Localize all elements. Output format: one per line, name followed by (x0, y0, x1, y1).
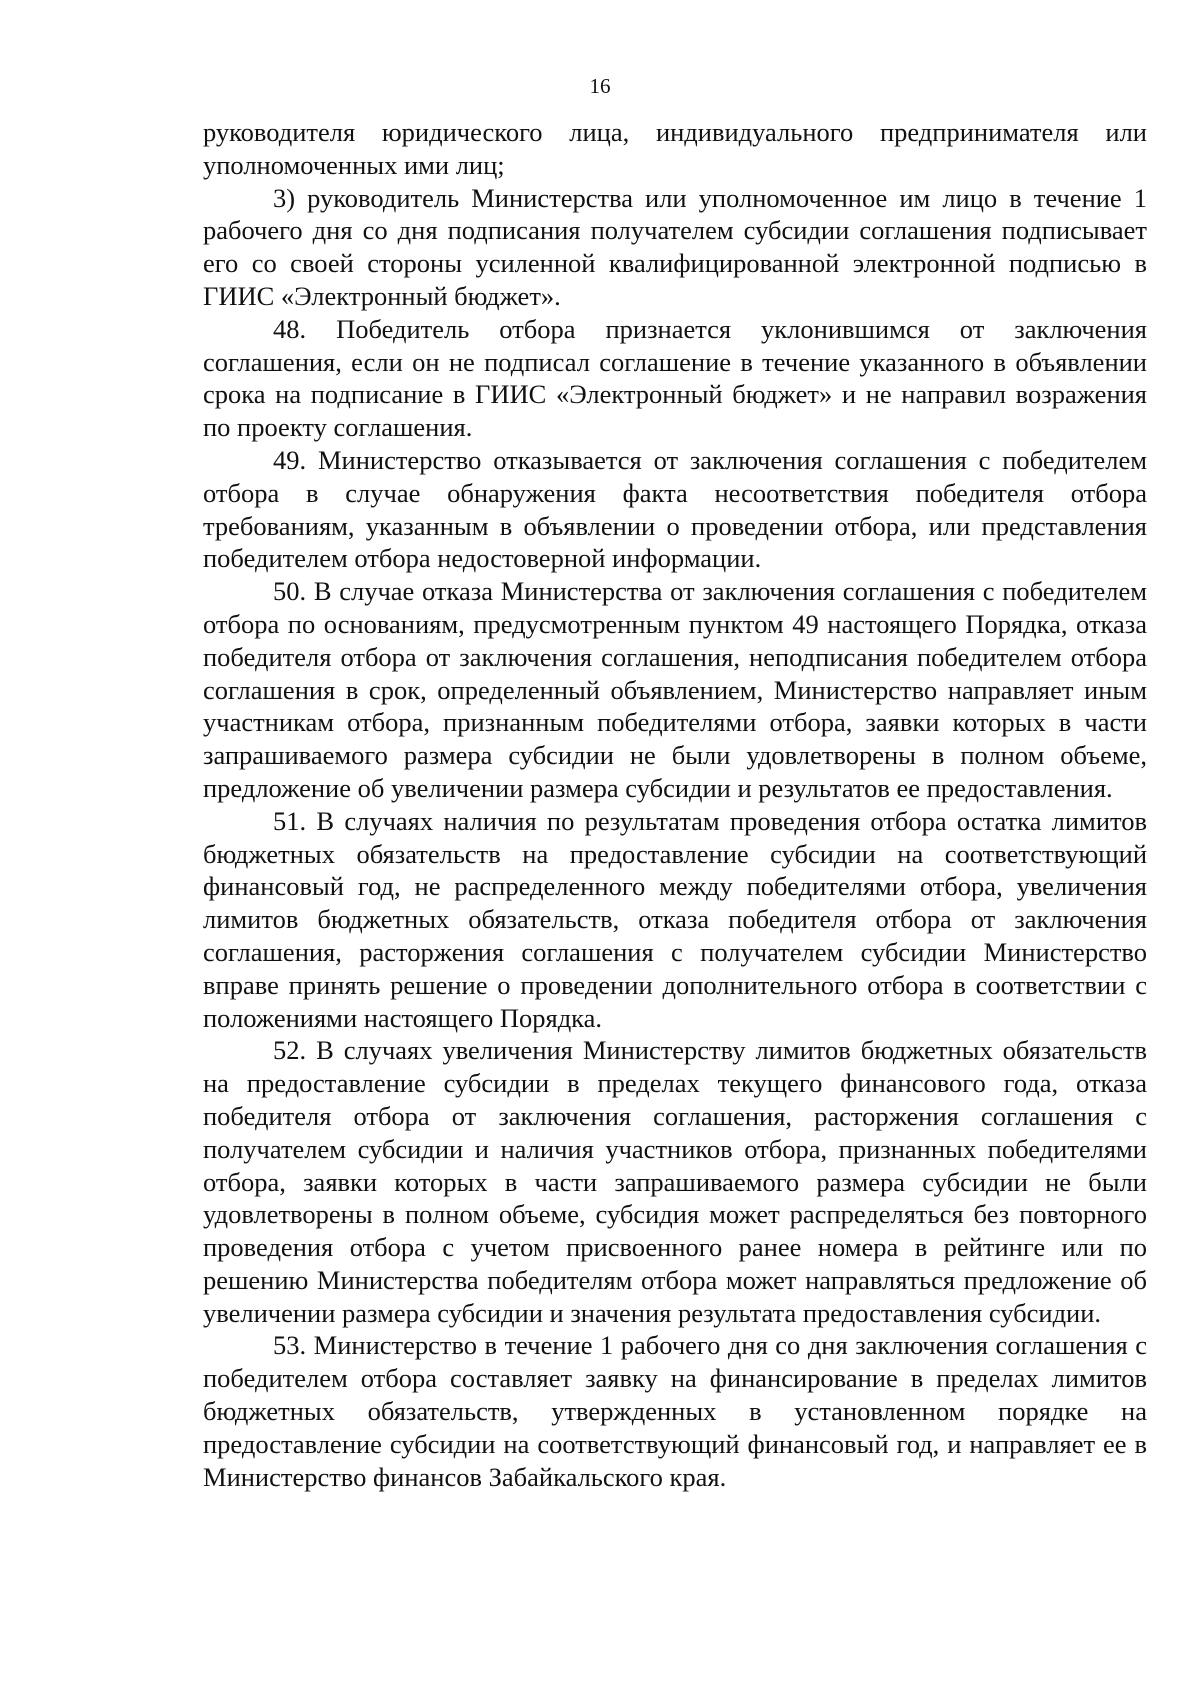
paragraph-item-3: 3) руководитель Министерства или уполномоченное им лицо в течение 1 рабочего дня со дня подписания получателем субсидии соглашения подписывает его со своей стороны усиленной квалифицированной электронной подписью в ГИИС «Электронный бюджет». (203, 182, 1147, 311)
paragraph-clause-53: 53. Министерство в течение 1 рабочего дня со дня заключения соглашения с победителем отбора составляет заявку на финансирование в пределах лимитов бюджетных обязательств, утвержденных в установленном порядке на предоставление субсидии на соответствующий финансовый год, и направляет ее в Министерство финансов Забайкальского края. (203, 1330, 1147, 1492)
document-body (203, 116, 1147, 1493)
paragraph-clause-49: 49. Министерство отказывается от заключения соглашения с победителем отбора в случае обнаружения факта несоответствия победителя отбора требованиям, указанным в объявлении о проведении отбора, или представления победителем отбора недостоверной информации. (203, 444, 1147, 574)
paragraph-clause-51: 51. В случаях наличия по результатам проведения отбора остатка лимитов бюджетных обязательств на предоставление субсидии на соответствующий финансовый год, не распределенного между победителями отбора, увеличения лимитов бюджетных обязательств, отказа победителя отбора от заключения соглашения, расторжения соглашения с получателем субсидии Министерство вправе принять решение о проведении дополнительного отбора в соответствии с положениями настоящего Порядка. (203, 805, 1147, 1033)
paragraph-clause-48: 48. Победитель отбора признается уклонившимся от заключения соглашения, если он не подписал соглашение в течение указанного в объявлении срока на подписание в ГИИС «Электронный бюджет» и не направил возражения по проекту соглашения. (203, 313, 1147, 443)
page-number: 16 (589, 74, 611, 98)
paragraph-clause-52: 52. В случаях увеличения Министерству лимитов бюджетных обязательств на предоставление субсидии в пределах текущего финансового года, отказа победителя отбора от заключения соглашения, расторжения соглашения с получателем субсидии и наличия участников отбора, признанных победителями отбора, заявки которых в части запрашиваемого размера субсидии не были удовлетворены в полном объеме, субсидия может распределяться без повторного проведения отбора с учетом присвоенного ранее номера в рейтинге или по решению Министерства победителям отбора может направляться предложение об увеличении размера субсидии и значения результата предоставления субсидии. (203, 1035, 1147, 1328)
paragraph-continuation: руководителя юридического лица, индивидуального предпринимателя или уполномоченных ими лиц; (203, 117, 1147, 180)
paragraph-clause-50: 50. В случае отказа Министерства от заключения соглашения с победителем отбора по основаниям, предусмотренным пунктом 49 настоящего Порядка, отказа победителя отбора от заключения соглашения, неподписания победителем отбора соглашения в срок, определенный объявлением, Министерство направляет иным участникам отбора, признанным победителями отбора, заявки которых в части запрашиваемого размера субсидии не были удовлетворены в полном объеме, предложение об увеличении размера субсидии и результатов ее предоставления. (203, 576, 1147, 803)
